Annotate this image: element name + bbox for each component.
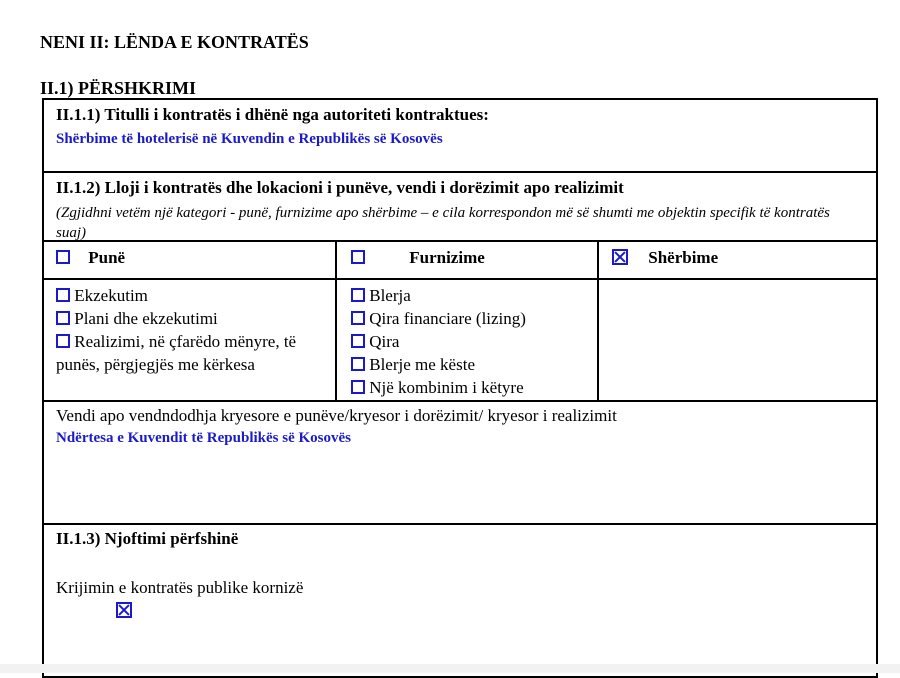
checkbox-services-checked[interactable]: [612, 249, 628, 265]
contract-title-label: II.1.1) Titulli i kontratës i dhënë nga autoriteti kontraktues:: [56, 105, 489, 124]
page-bottom-edge: [0, 664, 900, 673]
category-supplies[interactable]: [351, 248, 485, 268]
divider: [42, 523, 878, 525]
notice-label: II.1.3) Njoftimi përfshinë: [56, 529, 239, 548]
divider: [42, 400, 878, 402]
divider: [42, 171, 878, 173]
checkbox-icon[interactable]: [351, 334, 365, 348]
checkbox-icon[interactable]: [56, 288, 70, 302]
checkbox-icon[interactable]: [351, 357, 365, 371]
checkbox-icon[interactable]: [56, 334, 70, 348]
column-divider: [335, 240, 337, 400]
section-heading: II.1) PËRSHKRIMI: [40, 78, 197, 98]
checkbox-icon[interactable]: [351, 380, 365, 394]
framework-contract-text: Krijimin e kontratës publike kornizë: [56, 578, 304, 597]
page-heading: NENI II: LËNDA E KONTRATËS: [40, 32, 309, 52]
checkbox-works[interactable]: [56, 250, 70, 264]
supplies-options: [351, 284, 591, 399]
option-supplies-leasing[interactable]: Qira financiare (lizing): [351, 307, 591, 330]
checkbox-icon[interactable]: [351, 311, 365, 325]
location-value: Ndërtesa e Kuvendit të Republikës së Kosovës: [56, 430, 351, 446]
option-works-realization[interactable]: Realizimi, në çfarëdo mënyre, të punës, përgjegjës me kërkesa: [56, 332, 297, 374]
checked-box-icon[interactable]: [116, 602, 132, 618]
checkbox-supplies[interactable]: [351, 250, 365, 264]
framework-contract-checkbox[interactable]: [116, 603, 132, 621]
option-works-execution[interactable]: Ekzekutim: [56, 284, 326, 307]
checkbox-icon[interactable]: [56, 311, 70, 325]
option-supplies-rent[interactable]: Qira: [351, 330, 591, 353]
category-services[interactable]: [612, 248, 718, 268]
category-works-label: Punë: [88, 248, 126, 267]
contract-type-label: II.1.2) Lloji i kontratës dhe lokacioni i punëve, vendi i dorëzimit apo realizimit: [56, 178, 624, 197]
option-works-plan[interactable]: Plani dhe ekzekutimi: [56, 307, 326, 330]
checkbox-icon[interactable]: [351, 288, 365, 302]
location-label: Vendi apo vendndodhja kryesore e punëve/kryesor i dorëzimit/ kryesor i realizimit: [56, 406, 617, 425]
category-services-label: Shërbime: [648, 248, 719, 267]
option-supplies-combination[interactable]: Një kombinim i këtyre: [351, 376, 591, 399]
category-supplies-label: Furnizime: [409, 248, 485, 267]
category-works[interactable]: [56, 248, 125, 268]
option-supplies-installments[interactable]: Blerje me këste: [351, 353, 591, 376]
divider: [42, 278, 878, 280]
option-supplies-purchase[interactable]: Blerja: [351, 284, 591, 307]
contract-title-value: Shërbime të hotelerisë në Kuvendin e Republikës së Kosovës: [56, 131, 443, 147]
contract-type-note: (Zgjidhni vetëm një kategori - punë, furnizime apo shërbime – e cila korrespondon më së shumti me objektin specifik të kontratës suaj): [56, 205, 830, 241]
column-divider: [597, 240, 599, 400]
works-options: [56, 284, 326, 376]
